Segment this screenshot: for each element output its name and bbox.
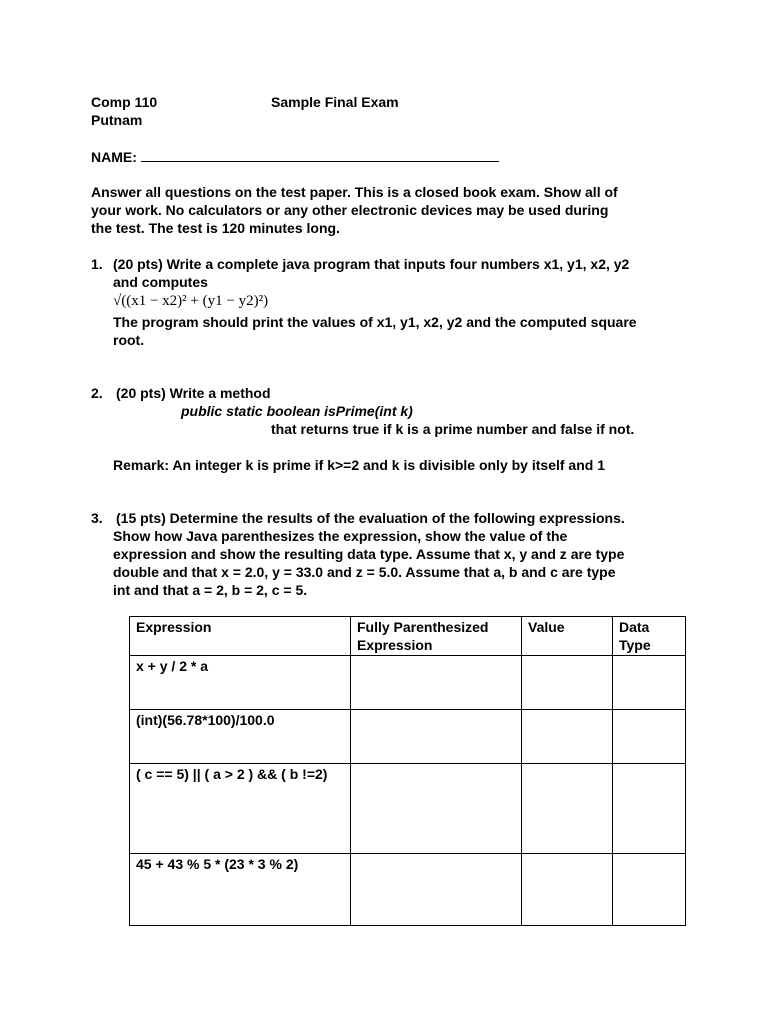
expression-cell: 45 + 43 % 5 * (23 * 3 % 2)	[130, 854, 351, 926]
course-label: Comp 110	[91, 94, 158, 110]
expression-table	[129, 616, 686, 926]
q1-after-2: root.	[113, 332, 145, 348]
data-type-cell[interactable]	[613, 710, 686, 764]
value-cell[interactable]	[522, 656, 613, 710]
q3-line-3: expression and show the resulting data type. Assume that x, y and z are type	[113, 546, 625, 562]
q1-line-1: (20 pts) Write a complete java program that inputs four numbers x1, y1, x2, y2	[113, 256, 630, 272]
q3-line-2: Show how Java parenthesizes the expression, show the value of the	[113, 528, 568, 544]
instructions-line-2: your work. No calculators or any other electronic devices may be used during	[91, 202, 609, 218]
q2-remark: Remark: An integer k is prime if k>=2 and k is divisible only by itself and 1	[113, 457, 605, 473]
q2-line-3: that returns true if k is a prime number and false if not.	[271, 421, 635, 437]
data-type-cell[interactable]	[613, 854, 686, 926]
table-row	[130, 656, 686, 710]
value-cell[interactable]	[522, 710, 613, 764]
instructions-line-1: Answer all questions on the test paper. This is a closed book exam. Show all of	[91, 184, 618, 200]
instructor-name: Putnam	[91, 112, 143, 128]
data-type-cell[interactable]	[613, 764, 686, 854]
q2-signature: public static boolean isPrime(int k)	[181, 403, 413, 419]
header-parenthesized: Fully Parenthesized Expression	[351, 617, 522, 656]
q2-line-1: (20 pts) Write a method	[116, 385, 271, 401]
value-cell[interactable]	[522, 854, 613, 926]
data-type-cell[interactable]	[613, 656, 686, 710]
q3-line-4: double and that x = 2.0, y = 33.0 and z = 5.0. Assume that a, b and c are type	[113, 564, 616, 580]
header-data-type: Data Type	[613, 617, 686, 656]
q1-formula: √((x1 − x2)² + (y1 − y2)²)	[113, 293, 269, 309]
q2-number: 2.	[91, 385, 103, 401]
expression-cell: ( c == 5) || ( a > 2 ) && ( b !=2)	[130, 764, 351, 854]
q1-line-2: and computes	[113, 274, 208, 290]
name-blank[interactable]	[141, 147, 499, 162]
value-cell[interactable]	[522, 764, 613, 854]
header-value: Value	[522, 617, 613, 656]
table-header-row	[130, 617, 686, 656]
header-expression: Expression	[130, 617, 351, 656]
instructions-line-3: the test. The test is 120 minutes long.	[91, 220, 340, 236]
table-row	[130, 854, 686, 926]
q1-number: 1.	[91, 256, 103, 272]
q3-number: 3.	[91, 510, 103, 526]
expression-cell: (int)(56.78*100)/100.0	[130, 710, 351, 764]
name-label: NAME:	[91, 149, 137, 165]
expression-cell: x + y / 2 * a	[130, 656, 351, 710]
table-row	[130, 764, 686, 854]
q3-line-5: int and that a = 2, b = 2, c = 5.	[113, 582, 308, 598]
parenthesized-cell[interactable]	[351, 710, 522, 764]
parenthesized-cell[interactable]	[351, 854, 522, 926]
parenthesized-cell[interactable]	[351, 764, 522, 854]
q3-line-1: (15 pts) Determine the results of the evaluation of the following expressions.	[116, 510, 625, 526]
q1-after-1: The program should print the values of x1, y1, x2, y2 and the computed square	[113, 314, 637, 330]
name-line	[91, 147, 499, 166]
exam-title: Sample Final Exam	[271, 94, 399, 110]
parenthesized-cell[interactable]	[351, 656, 522, 710]
table-row	[130, 710, 686, 764]
